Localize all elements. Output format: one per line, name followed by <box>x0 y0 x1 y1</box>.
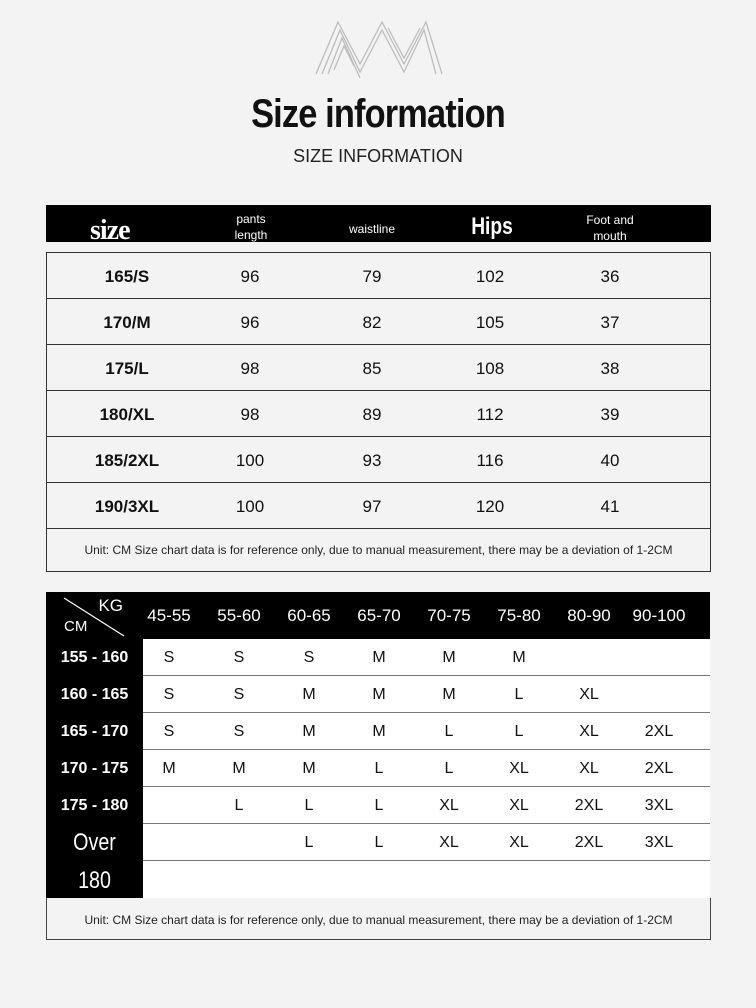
page-subtitle: SIZE INFORMATION <box>293 146 463 166</box>
size-cell: M <box>302 686 316 703</box>
weight-column-header: 70-75 <box>427 606 471 625</box>
weight-column-header: 45-55 <box>147 606 191 625</box>
size-table-row <box>47 391 710 437</box>
size-cell: XL <box>579 686 599 703</box>
height-row-label: 160 - 165 <box>60 686 129 703</box>
height-row-label: Over 180 <box>73 829 116 894</box>
size-cell: L <box>374 834 384 851</box>
size-cell: 2XL <box>574 797 604 814</box>
measurement-cell: 108 <box>475 359 505 378</box>
fit-table-note: Unit: CM Size chart data is for reference only, due to manual measurement, there may be a deviation of 1-2CM <box>46 898 711 940</box>
measurement-cell: 85 <box>362 359 382 378</box>
size-table-body <box>46 252 711 529</box>
measurement-cell: 96 <box>240 313 260 332</box>
height-row-label: 155 - 160 <box>60 649 129 666</box>
size-cell: XL <box>439 834 459 851</box>
size-cell: XL <box>579 723 599 740</box>
size-table-note: Unit: CM Size chart data is for reference only, due to manual measurement, there may be a deviation of 1-2CM <box>46 525 711 572</box>
size-cell: S <box>303 649 315 666</box>
size-table-row <box>47 253 710 299</box>
measurement-cell: 100 <box>235 451 265 470</box>
measurement-cell: 116 <box>476 451 504 470</box>
measurement-cell: 100 <box>235 497 265 516</box>
measurement-cell: 102 <box>475 267 505 286</box>
weight-column-header: 65-70 <box>357 606 401 625</box>
size-table-row <box>47 483 710 528</box>
height-row-label: 175 - 180 <box>60 797 129 814</box>
size-cell <box>204 824 274 860</box>
size-cell <box>134 824 204 860</box>
size-cell: L <box>374 797 384 814</box>
fit-table-row <box>143 787 710 824</box>
measurement-cell: 37 <box>600 313 620 332</box>
size-cell: L <box>514 723 524 740</box>
size-cell <box>624 676 694 712</box>
height-row-label: 165 - 170 <box>60 723 129 740</box>
weight-column-header: 75-80 <box>497 606 541 625</box>
fit-table-row <box>143 750 710 787</box>
size-cell: M <box>372 686 386 703</box>
measurement-cell: 112 <box>476 405 504 424</box>
measurement-cell: 93 <box>362 451 382 470</box>
size-cell: 2XL <box>574 834 604 851</box>
col-waistline: waistline <box>348 222 396 236</box>
weight-column-header: 80-90 <box>567 606 611 625</box>
size-cell <box>624 639 694 675</box>
size-cell: 2XL <box>644 723 674 740</box>
measurement-cell: 36 <box>600 267 620 286</box>
col-hips: Hips <box>471 213 513 240</box>
measurement-cell: 97 <box>362 497 382 516</box>
height-row-label: 170 - 175 <box>60 760 129 777</box>
fit-table-corner <box>46 592 143 639</box>
measurement-cell: 79 <box>362 267 382 286</box>
size-cell <box>134 787 204 823</box>
size-cell: L <box>444 723 454 740</box>
size-cell: L <box>444 760 454 777</box>
measurement-cell: 39 <box>600 405 620 424</box>
measurement-cell: 120 <box>475 497 505 516</box>
measurement-cell: 38 <box>600 359 620 378</box>
size-cell: XL <box>579 760 599 777</box>
size-table-row <box>47 299 710 345</box>
size-cell: S <box>163 723 175 740</box>
measurement-cell: 98 <box>240 405 260 424</box>
corner-cm-label: CM <box>64 618 88 635</box>
fit-table-row <box>143 824 710 861</box>
measurement-cell: 82 <box>362 313 382 332</box>
size-cell: 2XL <box>644 760 674 777</box>
size-cell: L <box>234 797 244 814</box>
fit-table-row <box>143 713 710 750</box>
size-label: 180/XL <box>99 405 155 424</box>
measurement-cell: 98 <box>240 359 260 378</box>
measurement-cell: 96 <box>240 267 260 286</box>
size-cell: M <box>512 649 526 666</box>
size-cell: S <box>233 686 245 703</box>
fit-table-row <box>143 639 710 676</box>
size-cell: L <box>514 686 524 703</box>
size-label: 185/2XL <box>94 451 160 470</box>
size-cell: M <box>162 760 176 777</box>
size-cell: L <box>304 797 314 814</box>
size-cell: S <box>233 649 245 666</box>
size-cell: XL <box>509 797 529 814</box>
size-cell: L <box>304 834 314 851</box>
size-cell: M <box>442 686 456 703</box>
size-cell: 3XL <box>644 797 674 814</box>
measurement-cell: 89 <box>362 405 382 424</box>
fit-table <box>46 592 710 898</box>
size-cell: XL <box>509 834 529 851</box>
measurement-cell: 40 <box>600 451 620 470</box>
weight-column-header: 55-60 <box>217 606 261 625</box>
measurement-cell: 41 <box>600 497 620 516</box>
size-cell: XL <box>509 760 529 777</box>
size-cell: M <box>372 723 386 740</box>
fit-table-row <box>143 676 710 713</box>
size-cell: 3XL <box>644 834 674 851</box>
col-size: size <box>90 215 130 246</box>
size-cell: XL <box>439 797 459 814</box>
corner-kg-label: KG <box>98 596 123 615</box>
size-label: 190/3XL <box>94 497 160 516</box>
size-cell: S <box>233 723 245 740</box>
col-foot-mouth: Foot and mouth <box>586 213 634 243</box>
size-cell: M <box>302 723 316 740</box>
size-cell: M <box>232 760 246 777</box>
col-pants-length: pants length <box>234 212 268 242</box>
fit-table-grid <box>143 639 710 898</box>
size-label: 165/S <box>104 267 150 286</box>
size-label: 170/M <box>103 313 151 332</box>
size-cell: M <box>442 649 456 666</box>
weight-column-header: 60-65 <box>287 606 331 625</box>
size-table-row <box>47 345 710 391</box>
size-label: 175/L <box>105 359 149 378</box>
size-cell: M <box>372 649 386 666</box>
weight-column-header: 90-100 <box>632 606 686 625</box>
size-cell: S <box>163 686 175 703</box>
size-cell: M <box>302 760 316 777</box>
page-title: Size information <box>251 92 505 136</box>
size-cell <box>554 639 624 675</box>
brand-logo <box>308 14 448 80</box>
size-cell: S <box>163 649 175 666</box>
size-cell: L <box>374 760 384 777</box>
size-table-row <box>47 437 710 483</box>
size-table-header <box>46 205 711 246</box>
measurement-cell: 105 <box>475 313 505 332</box>
